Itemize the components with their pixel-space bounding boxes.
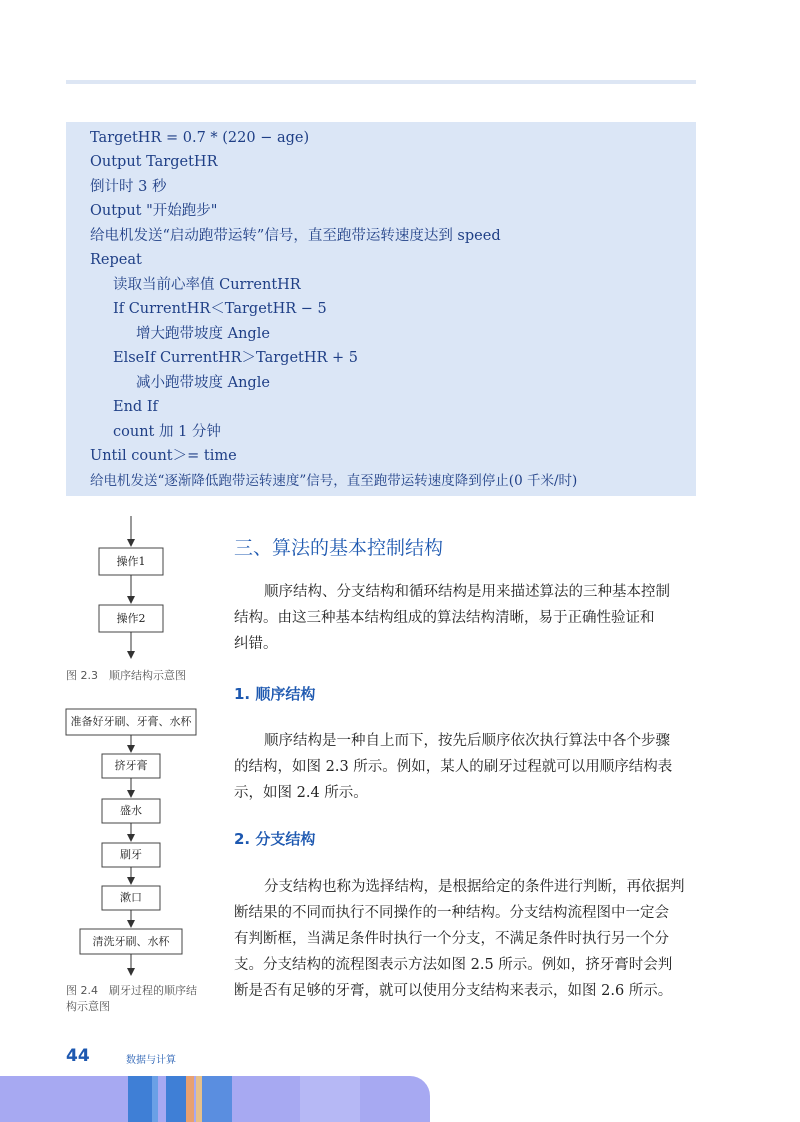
subsection-title-sequence: 1. 顺序结构 (234, 685, 316, 703)
flow-box-label-brush: 刷牙 (120, 848, 142, 861)
code-line: count 加 1 分钟 (113, 424, 221, 440)
paragraph-line: 顺序结构、分支结构和循环结构是用来描述算法的三种基本控制 (264, 584, 670, 600)
code-line: Output TargetHR (90, 154, 218, 170)
subsection-title-branch: 2. 分支结构 (234, 830, 316, 848)
paragraph-line: 纠错。 (234, 636, 278, 652)
paragraph-line: 的结构，如图 2.3 所示。例如，某人的刷牙过程就可以用顺序结构表 (234, 759, 673, 775)
flow-box-label-toothpaste: 挤牙膏 (114, 759, 148, 772)
code-line: 倒计时 3 秒 (90, 179, 167, 195)
section-title: 三、算法的基本控制结构 (234, 537, 444, 559)
code-line: Until count＞= time (90, 448, 237, 464)
code-line: 读取当前心率值 CurrentHR (113, 277, 301, 293)
code-line: 给电机发送“启动跑带运转”信号，直至跑带运转速度达到 speed (90, 228, 501, 244)
footer-stripe (300, 1076, 360, 1122)
footer-stripe (128, 1076, 152, 1122)
code-line: ElseIf CurrentHR＞TargetHR + 5 (113, 350, 359, 366)
footer-stripe (202, 1076, 232, 1122)
code-line: 增大跑带坡度 Angle (136, 326, 270, 342)
code-line: TargetHR = 0.7 * (220 − age) (90, 130, 310, 146)
flow-box-label-operation-2: 操作2 (116, 612, 146, 625)
paragraph-line: 支。分支结构的流程图表示方法如图 2.5 所示。例如，挤牙膏时会判 (234, 957, 673, 973)
figure-2-4-caption-line2: 构示意图 (66, 1000, 110, 1013)
paragraph-line: 示，如图 2.4 所示。 (234, 785, 368, 801)
paragraph-line: 断是否有足够的牙膏，就可以使用分支结构来表示，如图 2.6 所示。 (234, 983, 673, 999)
footer-stripe (186, 1076, 194, 1122)
flow-box-label-water: 盛水 (120, 804, 142, 817)
figure-2-3-caption: 图 2.3 顺序结构示意图 (66, 669, 186, 682)
code-line: End If (113, 399, 158, 415)
paragraph-line: 断结果的不同而执行不同操作的一种结构。分支结构流程图中一定会 (234, 905, 669, 921)
code-line: 减小跑带坡度 Angle (136, 375, 270, 391)
footer-book-title: 数据与计算 (126, 1055, 176, 1066)
page-number: 44 (66, 1046, 90, 1066)
paragraph-line: 顺序结构是一种自上而下，按先后顺序依次执行算法中各个步骤 (264, 733, 670, 749)
code-line: 给电机发送“逐渐降低跑带运转速度”信号，直至跑带运转速度降到停止(0 千米/时) (90, 473, 578, 489)
code-line: If CurrentHR＜TargetHR − 5 (113, 301, 327, 317)
figure-2-4-caption-line1: 图 2.4 刷牙过程的顺序结 (66, 984, 197, 997)
code-line: Repeat (90, 252, 142, 268)
paragraph-line: 结构。由这三种基本结构组成的算法结构清晰，易于正确性验证和 (234, 610, 655, 626)
paragraph-line: 有判断框，当满足条件时执行一个分支，不满足条件时执行另一个分 (234, 931, 669, 947)
flow-box-label-rinse: 漱口 (120, 891, 142, 904)
flow-box-label-prepare: 准备好牙刷、牙膏、水杯 (70, 715, 192, 728)
flow-box-label-clean: 清洗牙刷、水杯 (92, 935, 170, 948)
footer-stripe (152, 1076, 158, 1122)
footer-stripe (166, 1076, 186, 1122)
paragraph-line: 分支结构也称为选择结构，是根据给定的条件进行判断，再依据判 (264, 879, 685, 895)
code-line: Output "开始跑步" (90, 203, 218, 219)
flow-box-label-operation-1: 操作1 (116, 555, 146, 568)
